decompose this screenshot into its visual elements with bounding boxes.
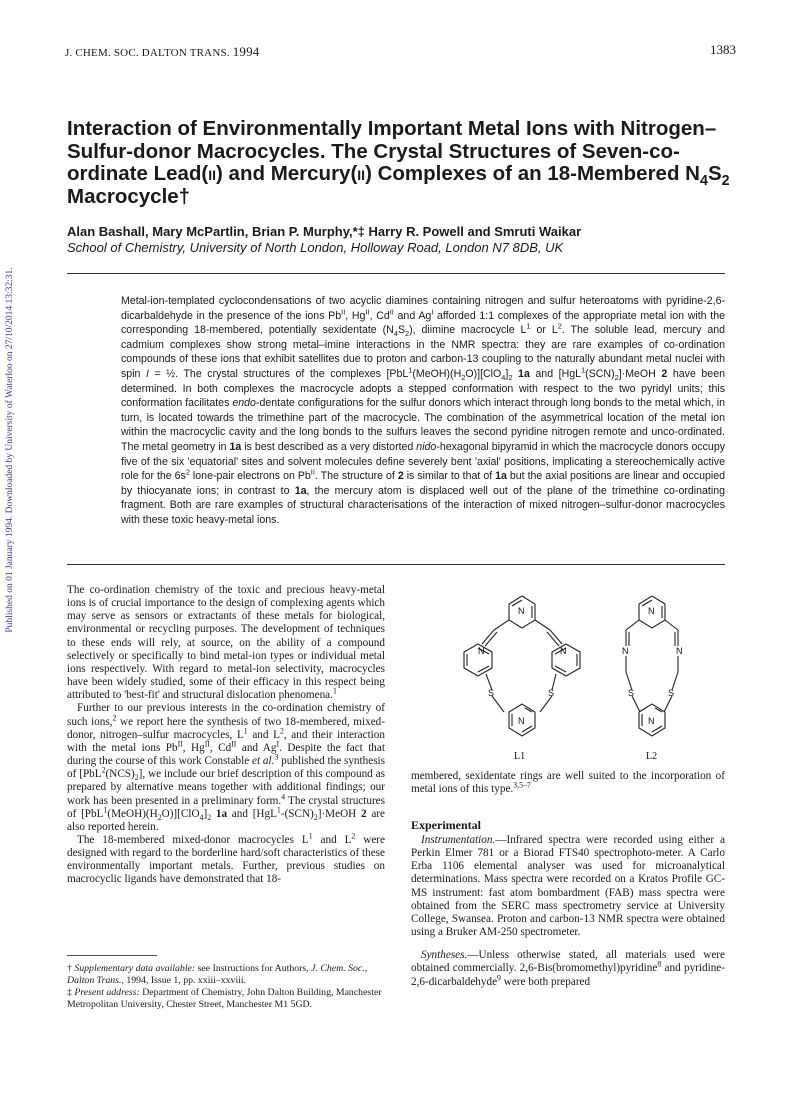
instrumentation-label: Instrumentation. <box>421 834 496 846</box>
atom-s-left-l1: S <box>488 688 495 698</box>
atom-n-left-l1: N <box>478 646 485 656</box>
journal-year: 1994 <box>232 44 260 59</box>
atom-n-top-l1: N <box>518 606 525 616</box>
paper-title: Interaction of Environmentally Important Metal Ions with Nitrogen–Sulfur-donor Macrocycles. The Crystal Structures of Seven-co-ordinate Lead(ii) and Mercury(ii) Complexes of an 18-Membered $N_4S_2$ Macrocycle† <box>67 117 730 208</box>
atom-s-right-l1: S <box>548 688 555 698</box>
footnote-2: ‡ Present address: Department of Chemistry, John Dalton Building, Manchester Metropolitan University, Chester Street, Manchester M1 5GD. <box>67 987 382 1010</box>
body-right-continuation <box>411 770 725 796</box>
abstract: Metal-ion-templated cyclocondensations of two acyclic diamines containing nitrogen and sulfur heteroatoms with pyridine-2,6-dicarbaldehyde in the presence of the ions $Pb^{II}$, $Hg^{II}$, $Cd^{II}$ and $Ag^I$ afforded 1:1 complexes of the appropriate metal ion with the corresponding 18-membered, potentially sexidentate $(N_4S_2)$, diimine macrocycle $L^1$ or $L^2$. The soluble lead, mercury and cadmium complexes show strong metal–imine interactions in the NMR spectra: they are rare examples of co-ordination compounds of these ions that exhibit satellites due to proton and carbon-13 coupling to the naturally abundant metal nuclei with spin I = ½. The crystal structures of the complexes $[PbL^1(MeOH)(H_2O)][ClO_4]_2$ 1a and $[HgL^1(SCN)_2]\cdot MeOH$ 2 have been determined. In both complexes the macrocycle adopts a stepped conformation with respect to the two pyridyl units; this conformation facilitates endo-dentate configurations for the sulfur donors which interact through long bonds to the metal which, in turn, is located towards the trimethine part of the macrocycle. The combination of the asymmetrical location of the metal ion within the macrocyclic cavity and the long bonds to the sulfurs leaves the second pyridine nitrogen remote and unco-ordinated. The metal geometry in 1a is best described as a very distorted nido-hexagonal bipyramid in which the macrocycle donors occupy five of the six 'equatorial' sites and solvent molecules define severely bent 'axial' positions, implicating a stereochemically active role for the $6s^2$ lone-pair electrons on $Pb^{II}$. The structure of 2 is similar to that of 1a but the axial positions are linear and occupied by thiocyanate ions; in contrast to 1a, the mercury atom is displaced well out of the plane of the trimethine co-ordinating fragment. Both are rare examples of structural characterisations of the interaction of mixed nitrogen–sulfur-donor macrocycles with these toxic heavy-metal ions. <box>121 295 726 526</box>
ligand-l1-drawing <box>464 596 580 736</box>
right-continuation-text: membered, sexidentate rings are well suited to the incorporation of metal ions of this type.$^{3,5-7}$ <box>411 770 725 796</box>
footnote-rule <box>67 955 157 956</box>
atom-n-top-l2: N <box>648 606 655 616</box>
download-sidebar <box>3 230 17 670</box>
atom-s-right-l2: S <box>668 688 675 698</box>
atom-n-bottom-l1: N <box>518 716 525 726</box>
instrumentation-text: —Infrared spectra were recorded using either a Perkin Elmer 781 or a Biorad FTS40 spectrophoto-meter. A Carlo Erba 1106 elemental analyser was used for microanalytical determinations. Mass spectra were recorded on a Kratos Profile GC-MS instrument: fast atom bombardment (FAB) mass spectra were obtained from the SERC mass spectrometry service at University College, Swansea. Proton and carbon-13 NMR spectra were obtained using a Bruker AM-250 spectrometer. <box>411 834 725 939</box>
body-paragraph-2: Further to our previous interests in the co-ordination chemistry of such ions,$^2$ we report here the synthesis of two 18-membered, mixed-donor, nitrogen–sulfur macrocycles, $L^1$ and $L^2$, and their interaction with the metal ions $Pb^{II}$, $Hg^{II}$, $Cd^{II}$ and $Ag^I$. Despite the fact that during the course of this work Constable et al.$^3$ published the synthesis of $[PbL^2(NCS)_2]$, we include our brief description of this compound as prepared by alternative means together with additional findings; our work has been presented in a preliminary form.$^4$ The crystal structures of $[PbL^1(MeOH)(H_2O)][ClO_4]_2$ 1a and $[HgL^1-(SCN)_2]\cdot MeOH$ 2 are also reported herein. <box>67 702 386 833</box>
page-number: 1383 <box>710 42 736 57</box>
affiliation: School of Chemistry, University of North London, Holloway Road, London N7 8DB, UK <box>67 240 564 255</box>
author-list: Alan Bashall, Mary McPartlin, Brian P. Murphy,*‡ Harry R. Powell and Smruti Waikar <box>67 224 582 239</box>
atom-n-left-l2: N <box>622 646 629 656</box>
body-left-column <box>67 584 385 887</box>
macrocycle-structures <box>414 584 730 764</box>
journal-name: J. CHEM. SOC. DALTON TRANS. <box>65 47 230 59</box>
body-paragraph-3: The 18-membered mixed-donor macrocycles $L^1$ and $L^2$ were designed with regard to the borderline hard/soft characteristics of these environmentally important metals. Further, previous studies on macrocyclic ligands have demonstrated that 18- <box>67 831 385 886</box>
footnotes <box>67 963 385 1011</box>
atom-n-right-l1: N <box>560 646 567 656</box>
ligand-l2-drawing <box>626 596 678 736</box>
label-l2: L2 <box>646 751 658 762</box>
abstract-rule <box>67 564 725 565</box>
atom-n-right-l2: N <box>676 646 683 656</box>
label-l1: L1 <box>514 751 526 762</box>
journal-header <box>65 44 260 60</box>
sidebar-note: Published on 01 January 1994. Downloaded by University of Waterloo on 27/10/2014 13:32:31. <box>5 267 15 633</box>
instrumentation-paragraph <box>411 834 725 939</box>
footnote-1: † Supplementary data available: see Instructions for Authors, J. Chem. Soc., Dalton Trans., 1994, Issue 1, pp. xxiii–xxviii. <box>67 963 368 986</box>
atom-n-bottom-l2: N <box>648 716 655 726</box>
experimental-heading: Experimental <box>411 818 481 832</box>
top-rule <box>67 273 725 274</box>
experimental-section <box>411 834 725 989</box>
atom-s-left-l2: S <box>628 688 635 698</box>
body-paragraph-1: The co-ordination chemistry of the toxic and precious heavy-metal ions is of crucial importance to the design of complexing agents which may serve as sensors or extractants of these metals for biological, environmental or recycling purposes. The development of techniques to these ends will rely, at source, on the ability of a compound selectively or specifically to bind metal-ion types or individual metal ions respectively. With regard to metal-ion selectivity, macrocycles have been widely studied, some of their efficacy in this respect being attributed to 'best-fit' and structural dislocation phenomena.$^1$ <box>67 584 385 702</box>
syntheses-label: Syntheses. <box>421 949 468 962</box>
syntheses-paragraph: Syntheses.—Unless otherwise stated, all materials used were obtained commercially. 2,6-Bis(bromomethyl)pyridine$^8$ and pyridine-2,6-dicarbaldehyde$^9$ were both prepared <box>411 949 725 988</box>
